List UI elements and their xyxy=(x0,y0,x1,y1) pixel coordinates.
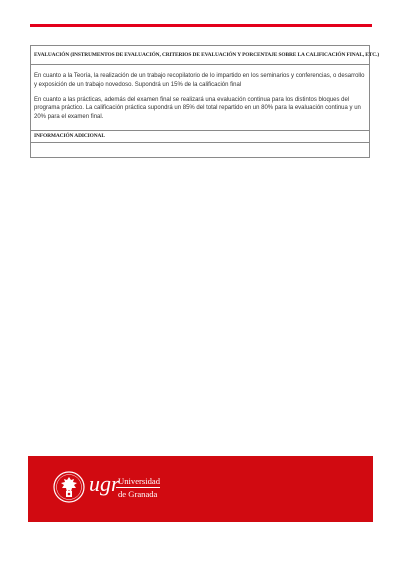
ugr-logo-text: ugr xyxy=(89,471,120,496)
additional-info-body xyxy=(31,143,369,150)
logo-divider xyxy=(116,487,160,488)
evaluation-paragraph-practice: En cuanto a las prácticas, además del examen final se realizará una evaluación continua para los distintos bloques del programa práctico. La calificación práctica supondrá un 85% del total repartido en un 80% para la evaluación continua y un 20% para el examen final. xyxy=(34,96,361,120)
evaluation-heading: EVALUACIÓN (INSTRUMENTOS DE EVALUACIÓN, CRITERIOS DE EVALUACIÓN Y PORCENTAJE SOBRE LA CALIFICACIÓN FINAL, ETC.) xyxy=(34,52,380,58)
additional-info-header xyxy=(31,131,369,143)
university-crest-icon xyxy=(53,471,85,503)
evaluation-section-body xyxy=(31,65,369,121)
evaluation-paragraph-theory: En cuanto a la Teoría, la realización de un trabajo recopilatorio de lo impartido en los seminarios y conferencias, o desarrollo y exposición de un trabajo novedoso. Supondrá un 15% de la calificación final xyxy=(34,73,365,88)
university-name-line-1: Universidad xyxy=(118,476,161,486)
additional-info-section xyxy=(30,131,370,158)
evaluation-section-header xyxy=(31,46,380,65)
university-name xyxy=(118,475,160,501)
university-name-line-2: de Granada xyxy=(118,489,158,499)
evaluation-section xyxy=(30,45,380,131)
footer-banner xyxy=(28,456,373,522)
header-red-rule xyxy=(30,24,372,27)
additional-info-heading: INFORMACIÓN ADICIONAL xyxy=(34,133,105,139)
